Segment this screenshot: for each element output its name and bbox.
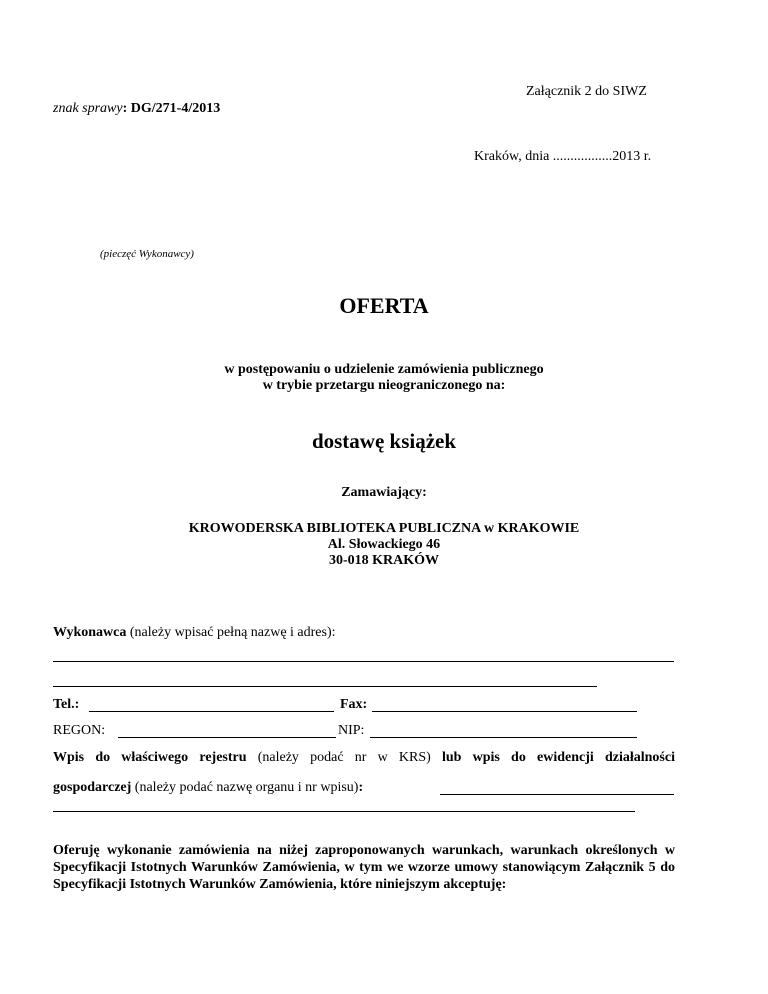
document-title: OFERTA [339,293,429,318]
order-subject: dostawę książek [311,429,457,453]
ordering-party-city: 30-018 KRAKÓW [328,553,440,568]
nip-field-line[interactable] [370,737,637,738]
registry-line-1 [53,750,675,766]
contractor-heading [53,625,336,641]
contractor-hint: (należy wpisać pełną nazwę i adres): [126,625,336,640]
registry-alt-label: lub wpis do ewidencji działalności [441,750,675,765]
fax-field-line[interactable] [372,711,637,712]
registry-hint: (należy podać nr w KRS) [246,750,442,765]
tel-field-line[interactable] [89,711,334,712]
contractor-stamp-label: (pieczęć Wykonawcy) [100,248,194,260]
registry-field-line[interactable] [440,794,674,795]
case-number-value: DG/271-4/2013 [130,101,221,116]
contractor-label: Wykonawca [53,625,127,640]
registry-line-2 [53,780,363,796]
registry-extra-line[interactable] [53,811,635,812]
ordering-party-street: Al. Słowackiego 46 [327,537,441,552]
case-label: znak sprawy [53,101,123,116]
regon-label: REGON: [53,723,106,738]
ordering-party-label: Zamawiający: [341,485,427,500]
annex-label: Załącznik 2 do SIWZ [526,84,647,99]
offer-declaration: Oferuję wykonanie zamówienia na niżej zaproponowanych warunkach, warunkach określonych w Specyfikacji Istotnych Warunków Zamówienia, w tym we wzorze umowy stanowiącym Załącznik 5 do Specyfikacji Istotnych Warunków Zamówienia, które niniejszym akceptuję: [53,843,675,892]
date-line: Kraków, dnia .................2013 r. [474,149,652,164]
registry-label: Wpis do właściwego rejestru [53,750,247,765]
case-colon: : [122,101,128,116]
case-number [53,101,220,117]
registry-business-hint: (należy podać nazwę organu i nr wpisu) [131,780,359,795]
regon-field-line[interactable] [118,737,336,738]
registry-business-label: gospodarczej [53,780,132,795]
tel-label: Tel.: [53,697,80,712]
fax-label: Fax: [340,697,368,712]
registry-colon: : [358,780,364,795]
nip-label: NIP: [338,723,365,738]
procedure-line-2: w trybie przetargu nieograniczonego na: [262,378,506,393]
contractor-address-line[interactable] [53,686,597,687]
contractor-name-line[interactable] [53,661,674,662]
ordering-party-name: KROWODERSKA BIBLIOTEKA PUBLICZNA w KRAKOWIE [188,521,580,536]
procedure-line-1: w postępowaniu o udzielenie zamówienia publicznego [224,362,544,377]
